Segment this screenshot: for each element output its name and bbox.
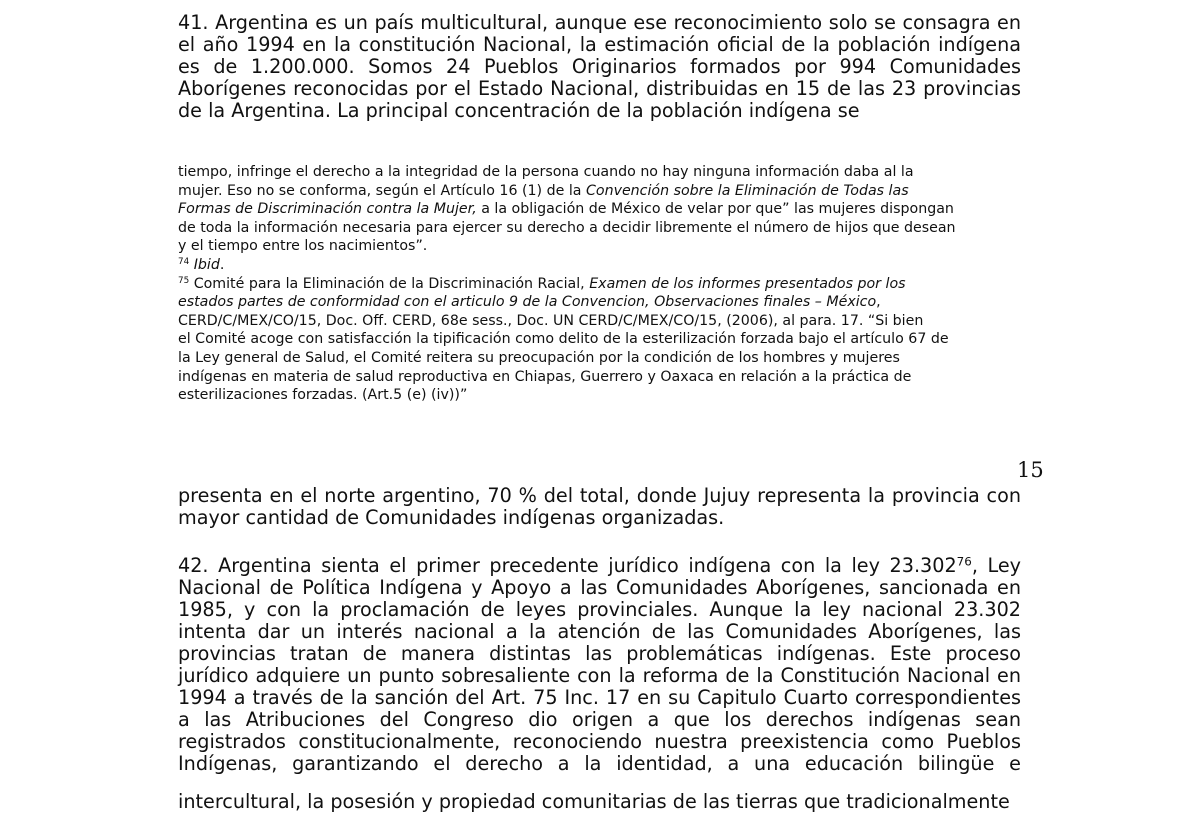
footnote-line	[178, 182, 1018, 201]
footnote-line: indígenas en materia de salud reproductiva en Chiapas, Guerrero y Oaxaca en relación a la práctica de	[178, 368, 912, 385]
footnote-line: el Comité acoge con satisfacción la tipificación como delito de la esterilización forzada bajo el artículo 67 de	[178, 331, 949, 348]
paragraph-line: 1985, y con la proclamación de leyes provinciales. Aunque la ley nacional 23.302	[178, 598, 1021, 621]
footnote-line: de toda la información necesaria para ejercer su derecho a decidir libremente el número de hijos que desean	[178, 219, 956, 236]
footnote-74	[178, 256, 1018, 275]
paragraph-line	[178, 555, 1021, 577]
paragraph-line: de la Argentina. La principal concentración de la población indígena se	[178, 99, 860, 122]
paragraph-line: 1994 a través de la sanción del Art. 75 Inc. 17 en su Capitulo Cuarto correspondientes	[178, 686, 1021, 709]
paragraph-line: Aborígenes reconocidas por el Estado Nacional, distribuidas en 15 de las 23 provincias	[178, 77, 1021, 100]
footnote-italic: Examen de los informes presentados por los	[589, 275, 906, 292]
paragraph-41-continued	[178, 485, 1021, 529]
paragraph-line-clipped: intercultural, la posesión y propiedad comunitarias de las tierras que tradicionalmente	[178, 790, 1010, 813]
footnote-line	[178, 293, 1018, 312]
footnote-line: esterilizaciones forzadas. (Art.5 (e) (iv))”	[178, 387, 468, 404]
paragraph-line: intenta dar un interés nacional a la atención de las Comunidades Aborígenes, las	[178, 620, 1021, 643]
page-number: 15	[1017, 458, 1044, 482]
paragraph-line: presenta en el norte argentino, 70 % del total, donde Jujuy representa la provincia con	[178, 484, 1021, 507]
footnote-italic: Convención sobre la Eliminación de Todas las	[585, 182, 909, 199]
paragraph-line: a las Atribuciones del Congreso dio origen a que los derechos indígenas sean	[178, 708, 1021, 731]
footnote-line	[178, 200, 1018, 219]
paragraph-line: provincias tratan de manera distintas las problemáticas indígenas. Este proceso	[178, 642, 1021, 665]
footnote-line: tiempo, infringe el derecho a la integridad de la persona cuando no hay ninguna información daba al la	[178, 164, 914, 180]
footnote-line: CERD/C/MEX/CO/15, Doc. Off. CERD, 68e sess., Doc. UN CERD/C/MEX/CO/15, (2006), al para. 17. “Si bien	[178, 312, 924, 329]
paragraph-41	[178, 12, 1021, 122]
footnotes	[178, 163, 1018, 405]
footnote-75	[178, 275, 1018, 294]
footnote-italic: Formas de Discriminación contra la Mujer,	[178, 201, 477, 218]
paragraph-line: jurídico adquiere un punto sobresaliente con la reforma de la Constitución Nacional en	[178, 664, 1021, 687]
footnote-line: y el tiempo entre los nacimientos”.	[178, 238, 428, 255]
paragraph-42	[178, 555, 1021, 775]
footnote-reference: 76	[956, 554, 972, 569]
footnote-number: 75	[178, 275, 190, 286]
footnote-text: a la obligación de México de velar por que” las mujeres dispongan	[476, 201, 954, 218]
footnote-text: mujer. Eso no se conforma, según el Artículo 16 (1) de la	[178, 182, 586, 199]
paragraph-text: , Ley	[971, 554, 1021, 577]
footnote-text: ,	[876, 294, 881, 311]
paragraph-line: el año 1994 en la constitución Nacional, la estimación oficial de la población indígena	[178, 33, 1021, 56]
paragraph-line: registrados constitucionalmente, reconociendo nuestra preexistencia como Pueblos	[178, 730, 1021, 753]
footnote-text: Comité para la Eliminación de la Discriminación Racial,	[189, 275, 590, 292]
paragraph-line: Indígenas, garantizando el derecho a la identidad, a una educación bilingüe e	[178, 752, 1021, 775]
footnote-text: .	[219, 256, 225, 273]
footnote-italic: Ibid	[189, 256, 220, 273]
paragraph-text: 42. Argentina sienta el primer precedente jurídico indígena con la ley 23.302	[178, 554, 957, 577]
paragraph-line: Nacional de Política Indígena y Apoyo a las Comunidades Aborígenes, sancionada en	[178, 576, 1021, 599]
paragraph-line: 41. Argentina es un país multicultural, aunque ese reconocimiento solo se consagra en	[178, 11, 1021, 34]
paragraph-line: mayor cantidad de Comunidades indígenas organizadas.	[178, 506, 725, 529]
footnote-line: la Ley general de Salud, el Comité reitera su preocupación por la condición de los hombres y mujeres	[178, 349, 900, 366]
paragraph-line: es de 1.200.000. Somos 24 Pueblos Originarios formados por 994 Comunidades	[178, 55, 1021, 78]
footnote-number: 74	[178, 257, 190, 268]
footnote-italic: estados partes de conformidad con el articulo 9 de la Convencion, Observaciones finales – México	[178, 294, 877, 311]
